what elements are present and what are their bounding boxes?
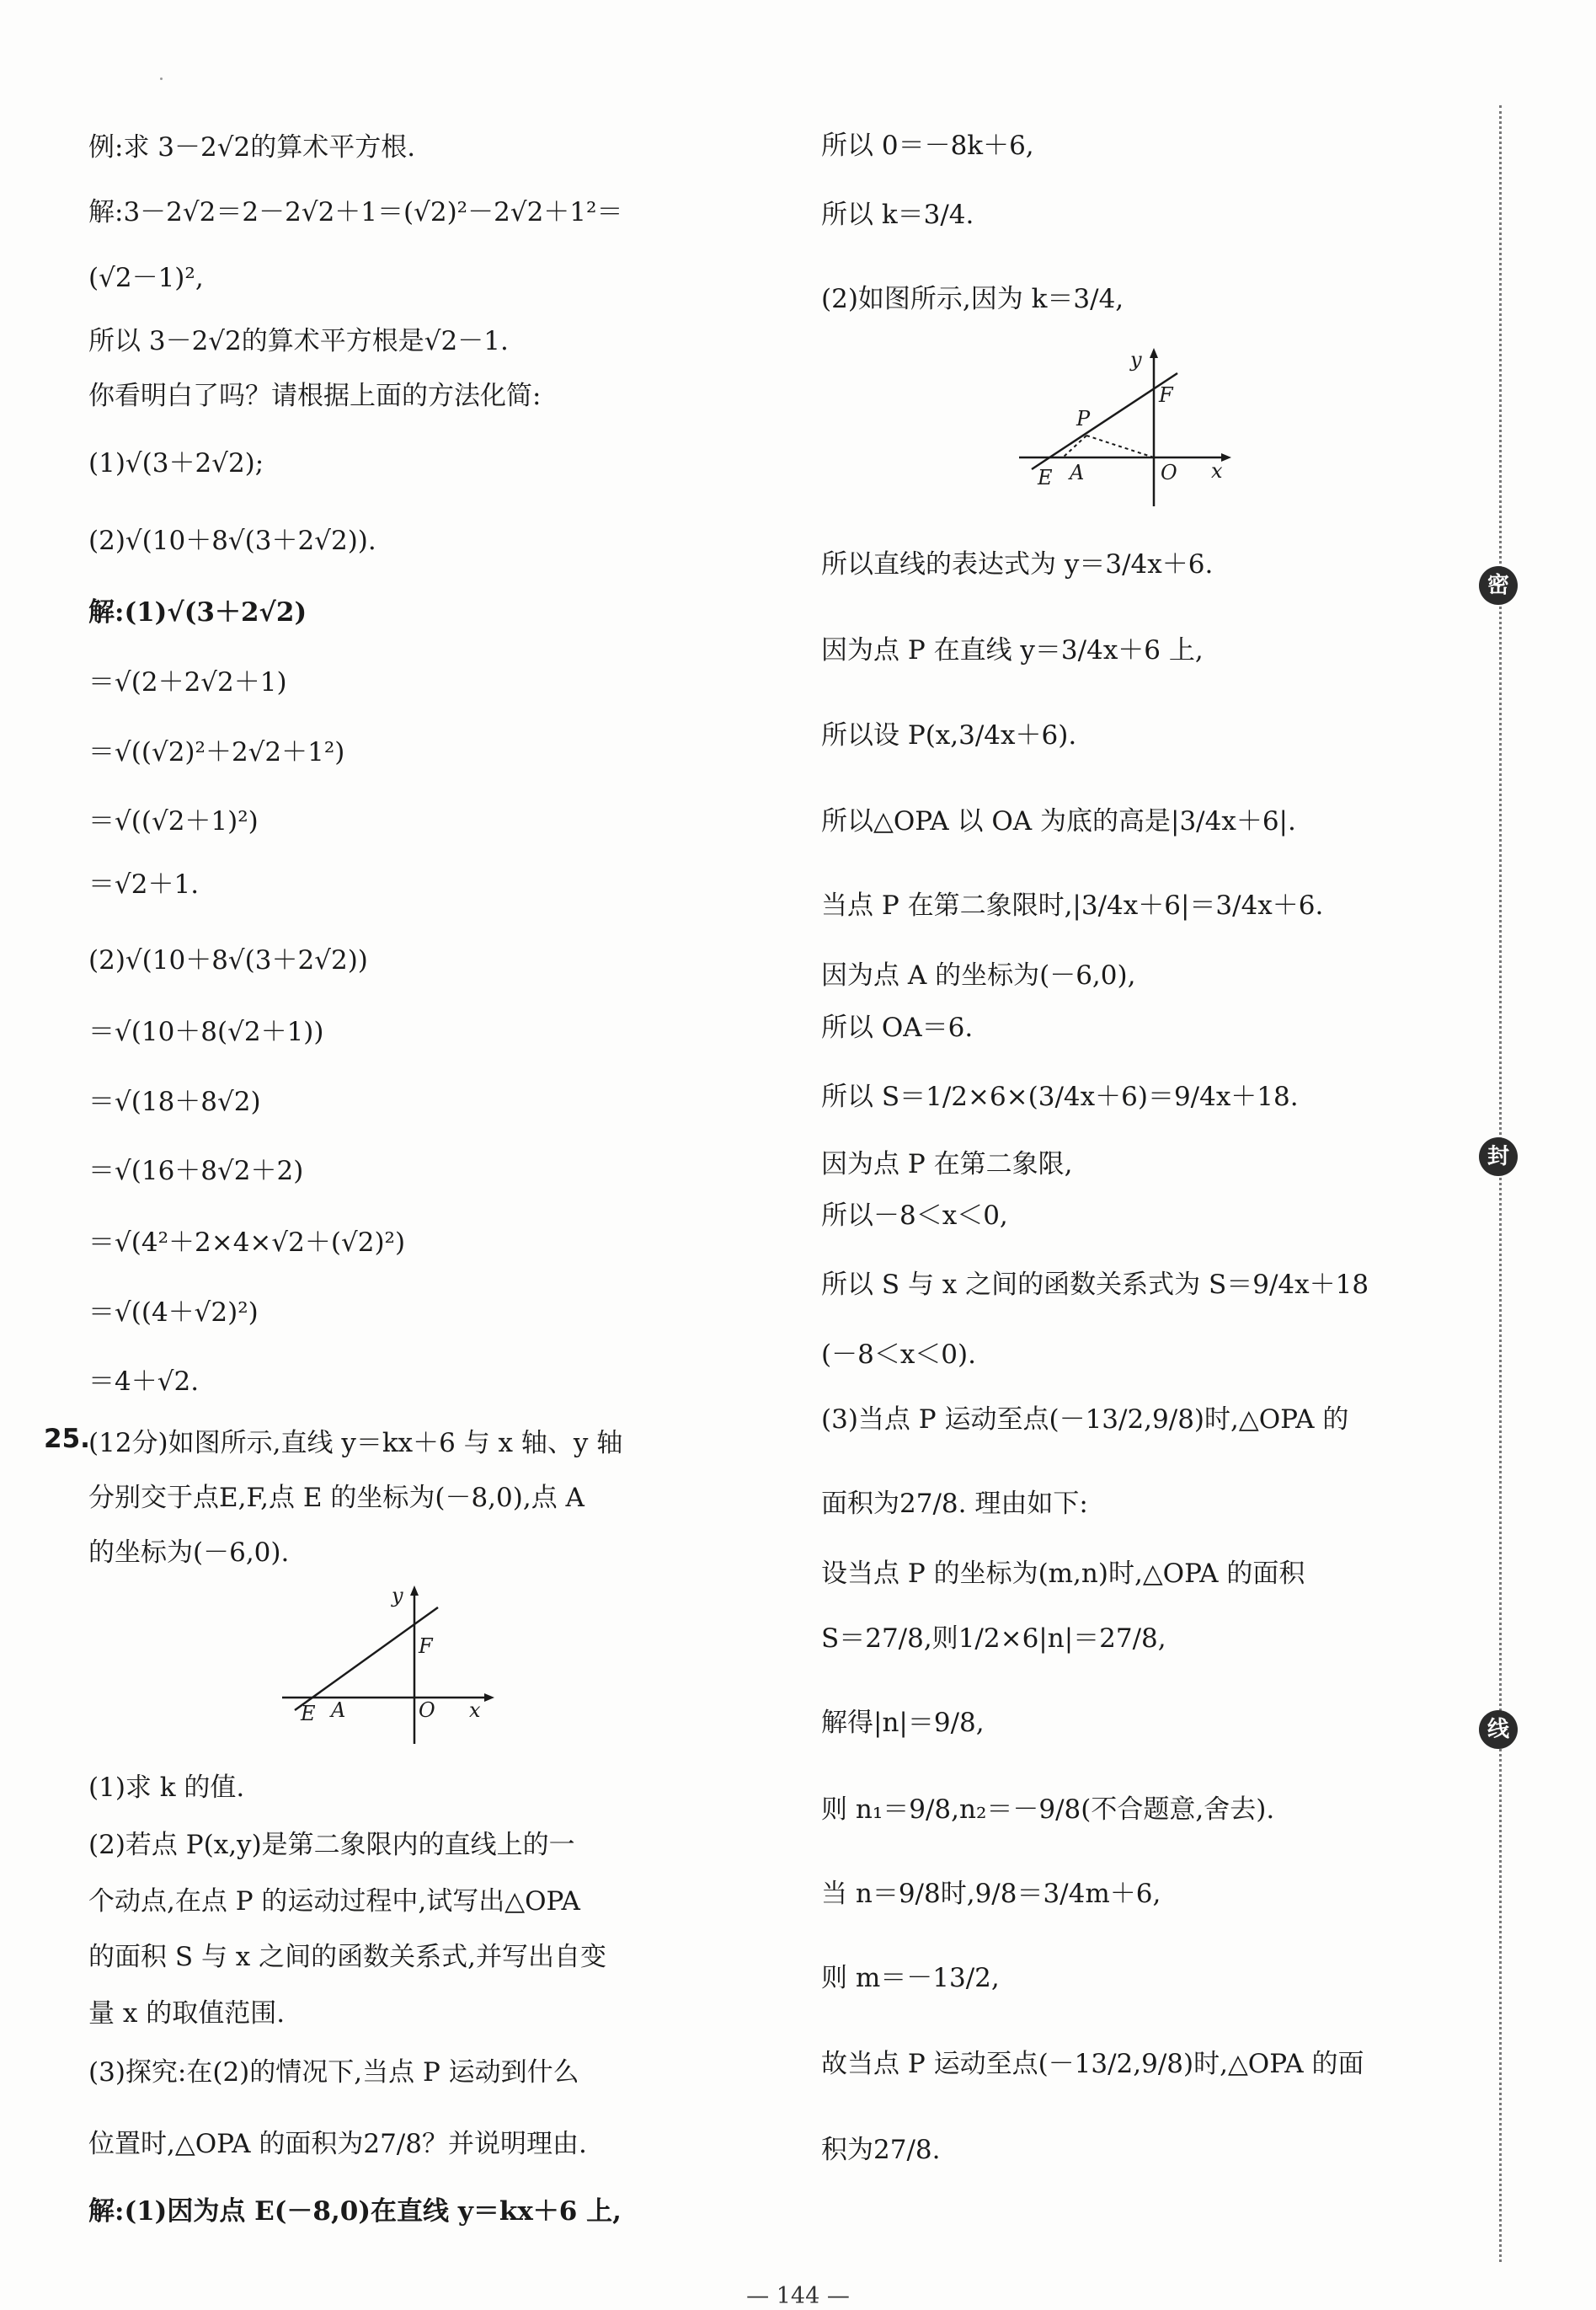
solution-line: 所以△OPA 以 OA 为底的高是|3/4x＋6|.	[821, 806, 1296, 837]
example-conclusion: 所以 3－2√2的算术平方根是√2－1.	[88, 326, 509, 356]
solution-step: ＝√2＋1.	[88, 869, 200, 900]
question-25-solution-start: 解:(1)因为点 E(－8,0)在直线 y＝kx＋6 上,	[88, 2196, 622, 2227]
coordinate-figure-2	[1019, 341, 1238, 510]
question-25-part: (2)若点 P(x,y)是第二象限内的直线上的一	[88, 1830, 575, 1860]
solution-line: 故当点 P 运动至点(－13/2,9/8)时,△OPA 的面	[821, 2049, 1364, 2079]
solution-line: 因为点 P 在第二象限,	[821, 1149, 1073, 1179]
solution-line: S＝27/8,则1/2×6|n|＝27/8,	[821, 1623, 1166, 1654]
coordinate-figure-1	[282, 1584, 501, 1752]
x-axis-label: x	[1211, 459, 1223, 483]
y-axis-label: y	[1130, 348, 1142, 372]
point-p-label: P	[1076, 407, 1091, 430]
binding-dotted-line	[1499, 105, 1502, 2262]
solution-line: 所以 OA＝6.	[821, 1013, 974, 1043]
solution-line: 所以 S 与 x 之间的函数关系式为 S＝9/4x＋18	[821, 1270, 1369, 1300]
solution-step: ＝√(16＋8√2＋2)	[88, 1156, 304, 1186]
solution-line: 所以 k＝3/4.	[821, 200, 974, 230]
y-axis-label: y	[392, 1584, 403, 1607]
scan-speck	[160, 78, 163, 80]
example-solution-line: (√2－1)²,	[88, 263, 204, 293]
solution-step: ＝√(10＋8(√2＋1))	[88, 1017, 324, 1047]
origin-label: O	[419, 1698, 435, 1722]
solution-line: 设当点 P 的坐标为(m,n)时,△OPA 的面积	[821, 1559, 1305, 1589]
solution-step: (2)√(10＋8√(3＋2√2))	[88, 945, 368, 976]
point-e-label: E	[1038, 466, 1053, 489]
solution-line: 则 m＝－13/2,	[821, 1963, 1000, 1993]
point-f-label: F	[419, 1634, 433, 1658]
question-25-part: (3)探究:在(2)的情况下,当点 P 运动到什么	[88, 2057, 579, 2088]
solution-line: 当点 P 在第二象限时,|3/4x＋6|＝3/4x＋6.	[821, 890, 1324, 921]
solution-line: 所以直线的表达式为 y＝3/4x＋6.	[821, 549, 1214, 580]
exercise-part-1: (1)√(3＋2√2);	[88, 448, 264, 479]
point-f-label: F	[1159, 383, 1173, 407]
solution-line: 所以 S＝1/2×6×(3/4x＋6)＝9/4x＋18.	[821, 1082, 1299, 1112]
solution-line: (－8＜x＜0).	[821, 1339, 976, 1370]
solution-line: 所以－8＜x＜0,	[821, 1200, 1008, 1231]
solution-line: 解得|n|＝9/8,	[821, 1708, 985, 1738]
question-number: 25.	[44, 1424, 90, 1454]
exercise-prompt: 你看明白了吗？请根据上面的方法化简:	[88, 381, 542, 411]
exercise-part-2: (2)√(10＋8√(3＋2√2)).	[88, 526, 376, 556]
question-25-part: (1)求 k 的值.	[88, 1773, 245, 1803]
solution-step: ＝√(18＋8√2)	[88, 1087, 261, 1117]
solution-line: 因为点 A 的坐标为(－6,0),	[821, 960, 1136, 991]
solution-line: 因为点 P 在直线 y＝3/4x＋6 上,	[821, 635, 1204, 666]
seal-mi-badge: 密	[1479, 566, 1518, 605]
solution-step: ＝4＋√2.	[88, 1366, 200, 1397]
seal-feng-badge: 封	[1479, 1137, 1518, 1176]
question-25-line: 的坐标为(－6,0).	[88, 1537, 290, 1568]
x-axis-label: x	[469, 1698, 481, 1722]
solution-line: 面积为27/8. 理由如下:	[821, 1489, 1088, 1519]
origin-label: O	[1161, 461, 1177, 484]
solution-step: ＝√((√2)²＋2√2＋1²)	[88, 737, 345, 767]
solution-line: 则 n₁＝9/8,n₂＝－9/8(不合题意,舍去).	[821, 1794, 1275, 1825]
example-line: 例:求 3－2√2的算术平方根.	[88, 132, 416, 163]
question-25-part: 个动点,在点 P 的运动过程中,试写出△OPA	[88, 1886, 580, 1917]
solution-line: 所以 0＝－8k＋6,	[821, 131, 1034, 161]
question-25-part: 量 x 的取值范围.	[88, 1998, 286, 2029]
solution-line: 积为27/8.	[821, 2135, 941, 2165]
question-25-part: 的面积 S 与 x 之间的函数关系式,并写出自变	[88, 1942, 606, 1972]
solution-step: ＝√(4²＋2×4×√2＋(√2)²)	[88, 1227, 406, 1258]
solution-step: ＝√((4＋√2)²)	[88, 1297, 259, 1328]
point-a-label: A	[1070, 461, 1085, 484]
solution-line: (3)当点 P 运动至点(－13/2,9/8)时,△OPA 的	[821, 1404, 1349, 1435]
question-25-part: 位置时,△OPA 的面积为27/8？并说明理由.	[88, 2129, 587, 2159]
question-25-line: (12分)如图所示,直线 y＝kx＋6 与 x 轴、y 轴	[88, 1428, 623, 1458]
solution-step: ＝√((√2＋1)²)	[88, 806, 259, 837]
page-number: — 144 —	[746, 2283, 850, 2309]
solution-line: 所以设 P(x,3/4x＋6).	[821, 720, 1077, 751]
seal-xian-badge: 线	[1479, 1710, 1518, 1749]
solution-step: ＝√(2＋2√2＋1)	[88, 667, 287, 698]
solution-step: 解:(1)√(3＋2√2)	[88, 597, 307, 628]
point-e-label: E	[301, 1702, 316, 1725]
question-25-line: 分别交于点E,F,点 E 的坐标为(－8,0),点 A	[88, 1483, 584, 1513]
solution-line: 当 n＝9/8时,9/8＝3/4m＋6,	[821, 1879, 1161, 1909]
example-solution-line: 解:3－2√2＝2－2√2＋1＝(√2)²－2√2＋1²＝	[88, 197, 623, 227]
point-a-label: A	[331, 1698, 346, 1722]
solution-line: (2)如图所示,因为 k＝3/4,	[821, 284, 1124, 314]
